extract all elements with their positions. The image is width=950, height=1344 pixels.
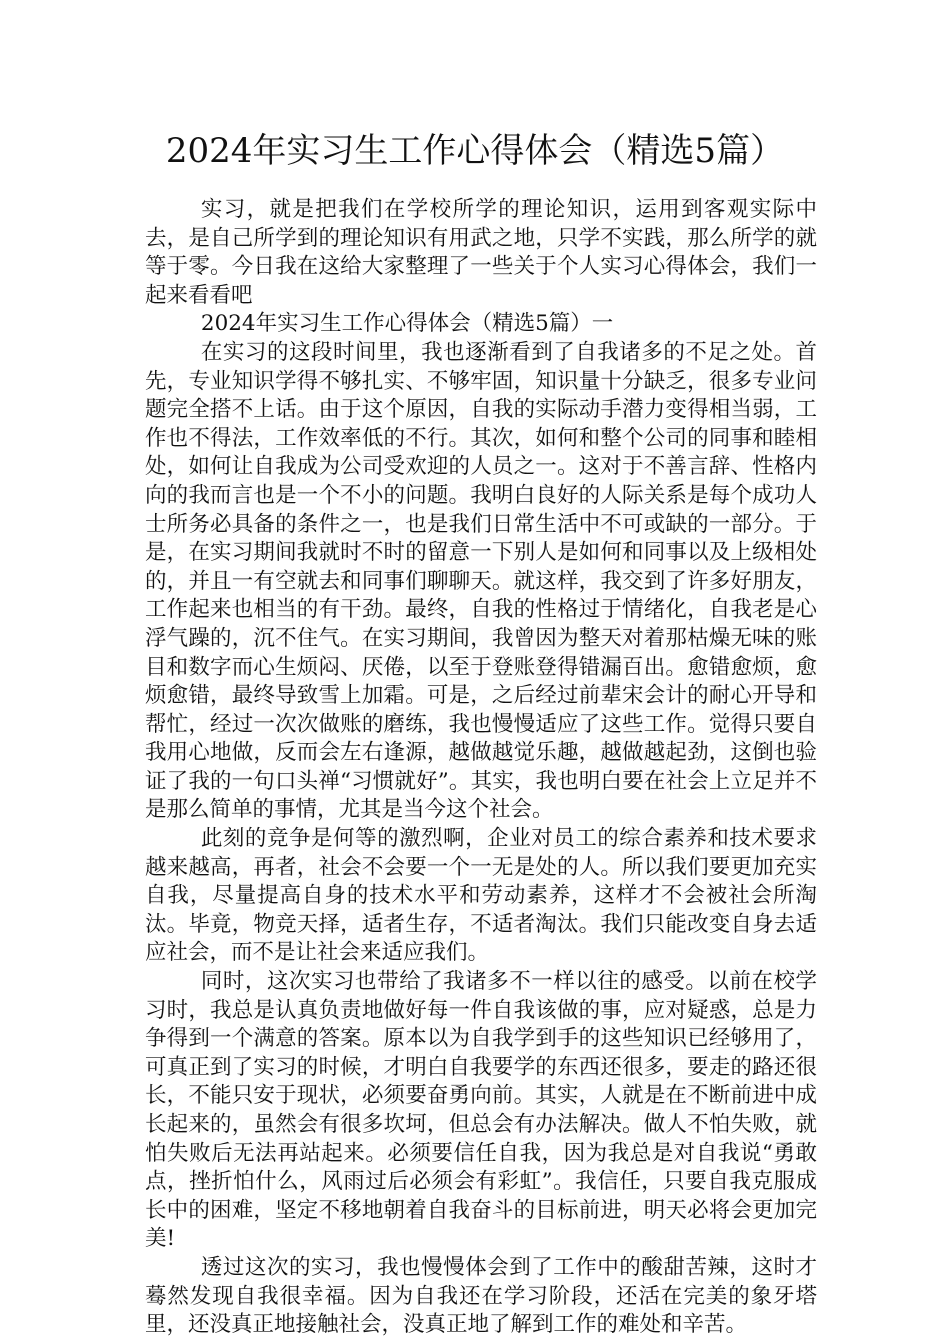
document-title: 2024年实习生工作心得体会（精选5篇）	[165, 131, 785, 171]
body-paragraph-2: 此刻的竞争是何等的激烈啊，企业对员工的综合素养和技术要求越来越高，再者，社会不会要一个一无是处的人。所以我们要更加充实自我，尽量提高自身的技术水平和劳动素养，这样才不会被社会所淘汰。毕竟，物竞天择，适者生存，不适者淘汰。我们只能改变自身去适应社会，而不是让社会来适应我们。	[145, 826, 817, 966]
section-heading: 2024年实习生工作心得体会（精选5篇）一	[200, 311, 614, 337]
body-paragraph-1: 在实习的这段时间里，我也逐渐看到了自我诸多的不足之处。首先，专业知识学得不够扎实、不够牢固，知识量十分缺乏，很多专业问题完全搭不上话。由于这个原因，自我的实际动手潜力变得相当弱，工作也不得法，工作效率低的不行。其次，如何和整个公司的同事和睦相处，如何让自我成为公司受欢迎的人员之一。这对于不善言辞、性格内向的我而言也是一个不小的问题。我明白良好的人际关系是每个成功人士所务必具备的条件之一，也是我们日常生活中不可或缺的一部分。于是，在实习期间我就时不时的留意一下别人是如何和同事以及上级相处的，并且一有空就去和同事们聊聊天。就这样，我交到了许多好朋友，工作起来也相当的有干劲。最终，自我的性格过于情绪化，自我老是心浮气躁的，沉不住气。在实习期间，我曾因为整天对着那枯燥无味的账目和数字而心生烦闷、厌倦，以至于登账登得错漏百出。愈错愈烦，愈烦愈错，最终导致雪上加霜。可是，之后经过前辈宋会计的耐心开导和帮忙，经过一次次做账的磨练，我也慢慢适应了这些工作。觉得只要自我用心地做，反而会左右逢源，越做越觉乐趣，越做越起劲，这倒也验证了我的一句口头禅“习惯就好”。其实，我也明白要在社会上立足并不是那么简单的事情，尤其是当今这个社会。	[145, 339, 817, 823]
document-body	[145, 196, 817, 1340]
body-paragraph-4: 透过这次的实习，我也慢慢体会到了工作中的酸甜苦辣，这时才蓦然发现自我很幸福。因为自我还在学习阶段，还活在完美的象牙塔里，还没真正地接触社会，没真正地了解到工作的难处和辛苦。	[145, 1254, 817, 1338]
body-paragraph-3: 同时，这次实习也带给了我诸多不一样以往的感受。以前在校学习时，我总是认真负责地做好每一件自我该做的事，应对疑惑，总是力争得到一个满意的答案。原本以为自我学到手的这些知识已经够用了，可真正到了实习的时候，才明白自我要学的东西还很多，要走的路还很长，不能只安于现状，必须要奋勇向前。其实，人就是在不断前进中成长起来的，虽然会有很多坎坷，但总会有办法解决。做人不怕失败，就怕失败后无法再站起来。必须要信任自我，因为我总是对自我说“勇敢点，挫折怕什么，风雨过后必须会有彩虹”。我信任，只要自我克服成长中的困难，坚定不移地朝着自我奋斗的目标前进，明天必将会更加完美!	[145, 969, 817, 1252]
intro-paragraph: 实习，就是把我们在学校所学的理论知识，运用到客观实际中去，是自己所学到的理论知识有用武之地，只学不实践，那么所学的就等于零。今日我在这给大家整理了一些关于个人实习心得体会，我们一起来看看吧	[145, 197, 817, 308]
